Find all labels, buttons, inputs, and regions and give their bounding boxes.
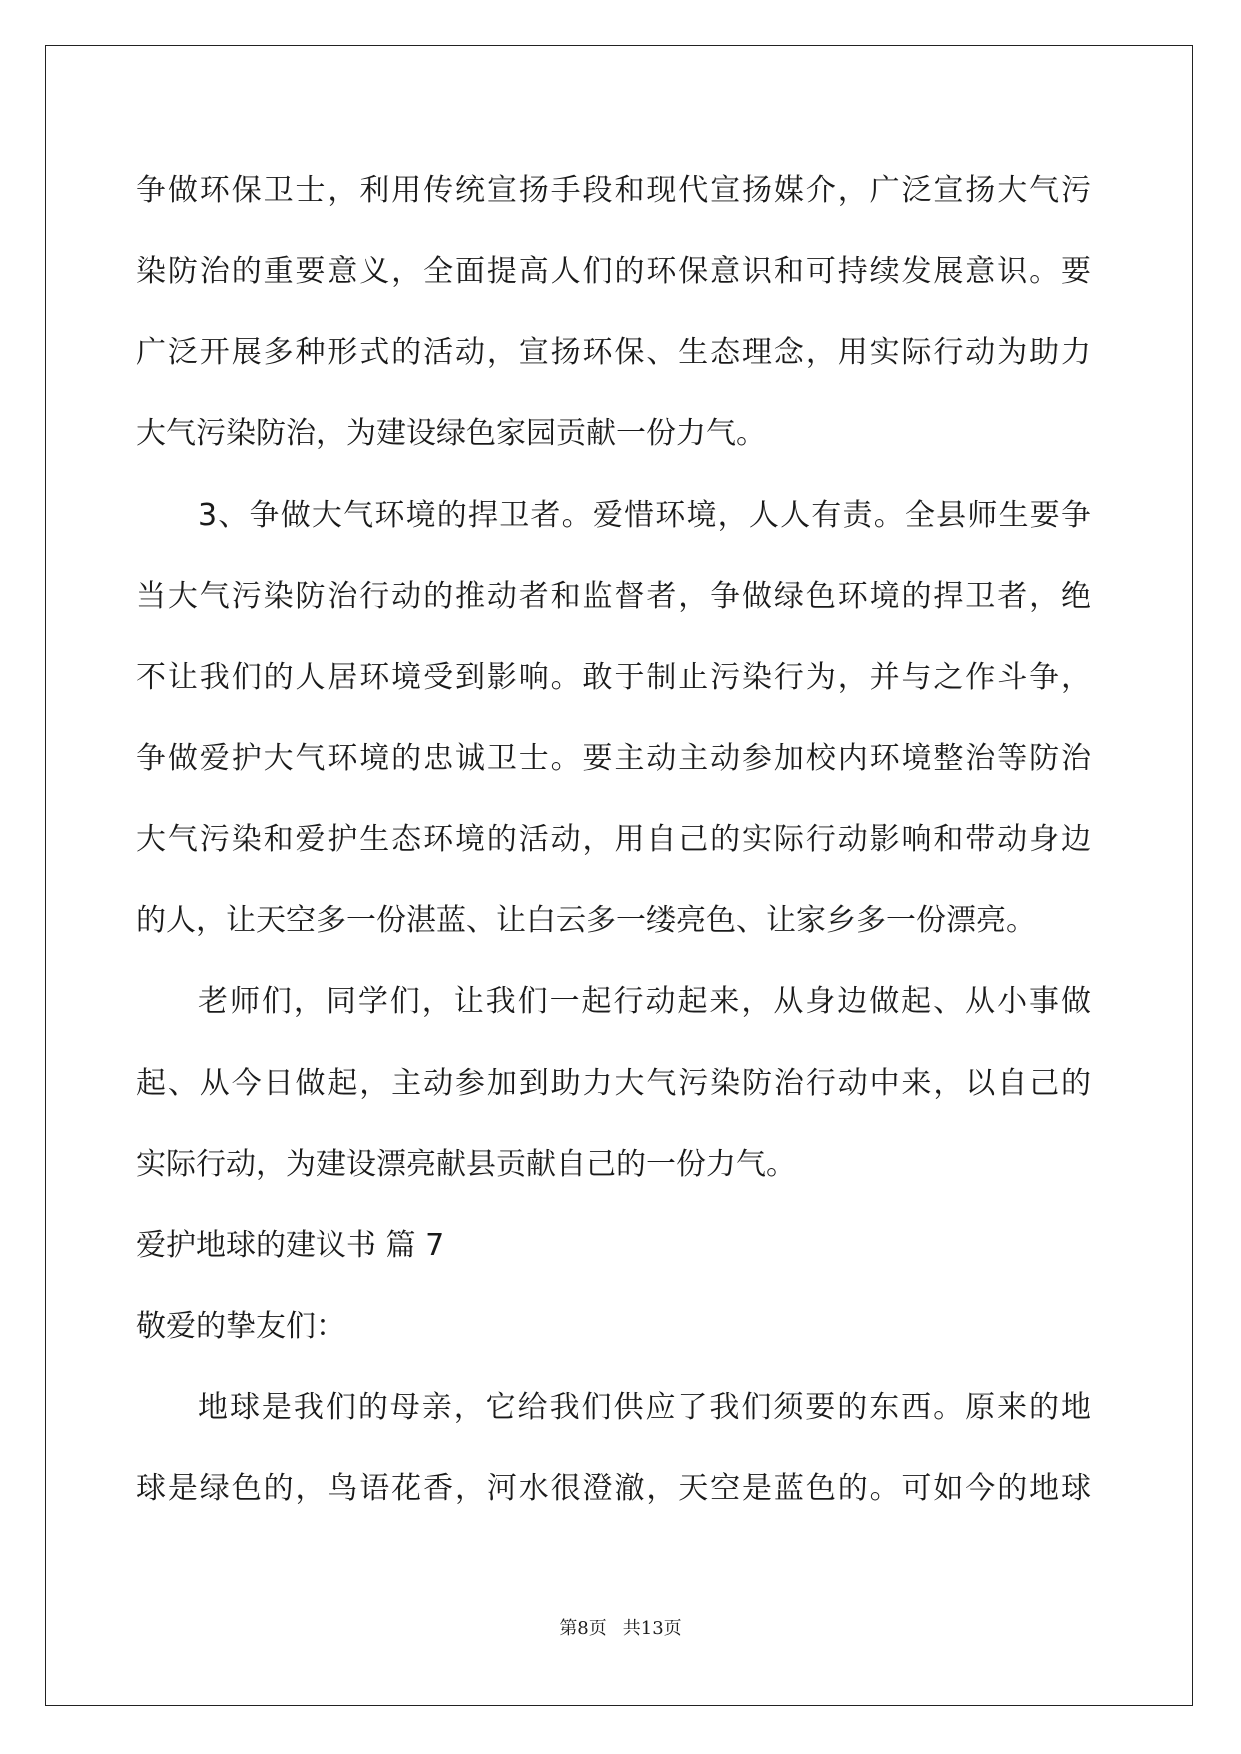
document-body	[136, 150, 1091, 1529]
text-line: 大气污染和爱护生态环境的活动，用自己的实际行动影响和带动身边	[136, 822, 1091, 858]
text-line: 的人，让天空多一份湛蓝、让白云多一缕亮色、让家乡多一份漂亮。	[136, 903, 1036, 939]
text-line: 地球是我们的母亲，它给我们供应了我们须要的东西。原来的地	[198, 1390, 1091, 1426]
text-line: 3、争做大气环境的捍卫者。爱惜环境，人人有责。全县师生要争	[198, 497, 1091, 533]
text-line: 球是绿色的，鸟语花香，河水很澄澈，天空是蓝色的。可如今的地球	[136, 1471, 1091, 1507]
text-line: 实际行动，为建设漂亮献县贡献自己的一份力气。	[136, 1146, 796, 1182]
text-line: 不让我们的人居环境受到影响。敢于制止污染行为，并与之作斗争，	[136, 659, 1091, 695]
text-line: 争做爱护大气环境的忠诚卫士。要主动主动参加校内环境整治等防治	[136, 740, 1091, 776]
section-heading: 爱护地球的建议书 篇 7	[136, 1227, 445, 1263]
text-line: 大气污染防治，为建设绿色家园贡献一份力气。	[136, 416, 766, 452]
text-line: 老师们，同学们，让我们一起行动起来，从身边做起、从小事做	[198, 984, 1091, 1020]
text-line: 染防治的重要意义，全面提高人们的环保意识和可持续发展意识。要	[136, 254, 1091, 290]
text-line: 广泛开展多种形式的活动，宣扬环保、生态理念，用实际行动为助力	[136, 335, 1091, 371]
total-pages: 共13页	[622, 1618, 682, 1639]
text-line: 争做环保卫士，利用传统宣扬手段和现代宣扬媒介，广泛宣扬大气污	[136, 173, 1091, 208]
page-footer	[0, 1614, 1241, 1640]
text-line: 起、从今日做起，主动参加到助力大气污染防治行动中来，以自己的	[136, 1065, 1091, 1101]
salutation: 敬爱的挚友们：	[136, 1308, 346, 1344]
current-page-number: 第8页	[559, 1618, 607, 1639]
text-line: 当大气污染防治行动的推动者和监督者，争做绿色环境的捍卫者，绝	[136, 578, 1091, 614]
